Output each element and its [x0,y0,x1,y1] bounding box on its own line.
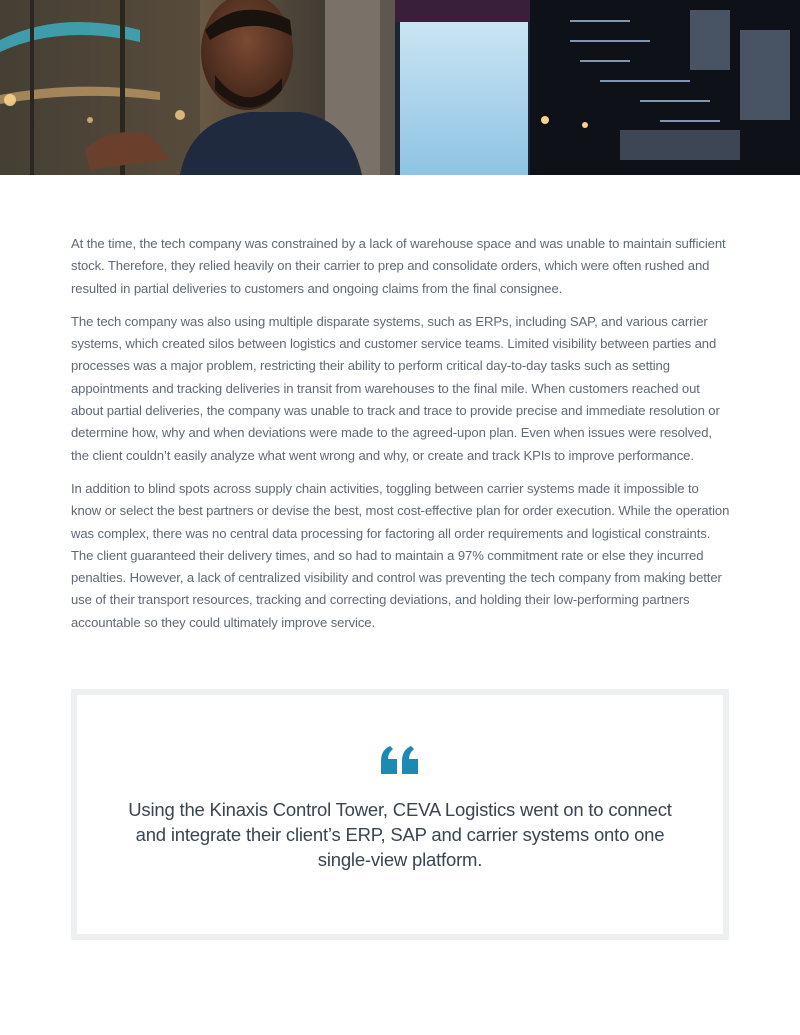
hero-photo [0,0,800,175]
paragraph-systems: The tech company was also using multiple disparate systems, such as ERPs, including SAP, and various carrier systems, which created silos between logistics and customer service teams. Limited visibility between parties and processes was a major problem, restricting their ability to perform critical day-to-day tasks such as setting appointments and tracking deliveries in transit from warehouses to the final mile. When customers reached out about partial deliveries, the company was unable to track and trace to provide precise and immediate resolution or determine how, why and when deviations were made to the agreed-upon plan. Even when issues were resolved, the client couldn’t easily analyze what went wrong and why, or create and track KPIs to improve performance. [71,313,720,463]
paragraph-blind-spots: In addition to blind spots across supply chain activities, toggling between carrier systems made it impossible to know or select the best partners or devise the best, most cost-effective plan for order execution. While the operation was complex, there was no central data processing for factoring all order requirements and logistical constraints. The client guaranteed their delivery times, and so had to maintain a 97% commitment rate or else they incurred penalties. However, a lack of centralized visibility and control was preventing the tech company from making better use of their transport resources, tracking and correcting deviations, and holding their low-performing partners accountable so they could ultimately improve service. [71,480,730,630]
open-quote-icon [77,745,723,775]
body-text [71,233,731,645]
photo-presenter-control-room-icon [0,0,800,175]
pull-quote-text: Using the Kinaxis Control Tower, CEVA Logistics went on to connect and integrate their client’s ERP, SAP and carrier systems onto one single-view platform. [128,799,672,870]
paragraph-context: At the time, the tech company was constrained by a lack of warehouse space and was unable to maintain sufficient stock. Therefore, they relied heavily on their carrier to prep and consolidate orders, which were often rushed and resulted in partial deliveries to customers and ongoing claims from the final consignee. [71,236,726,296]
pull-quote-box [71,689,729,940]
